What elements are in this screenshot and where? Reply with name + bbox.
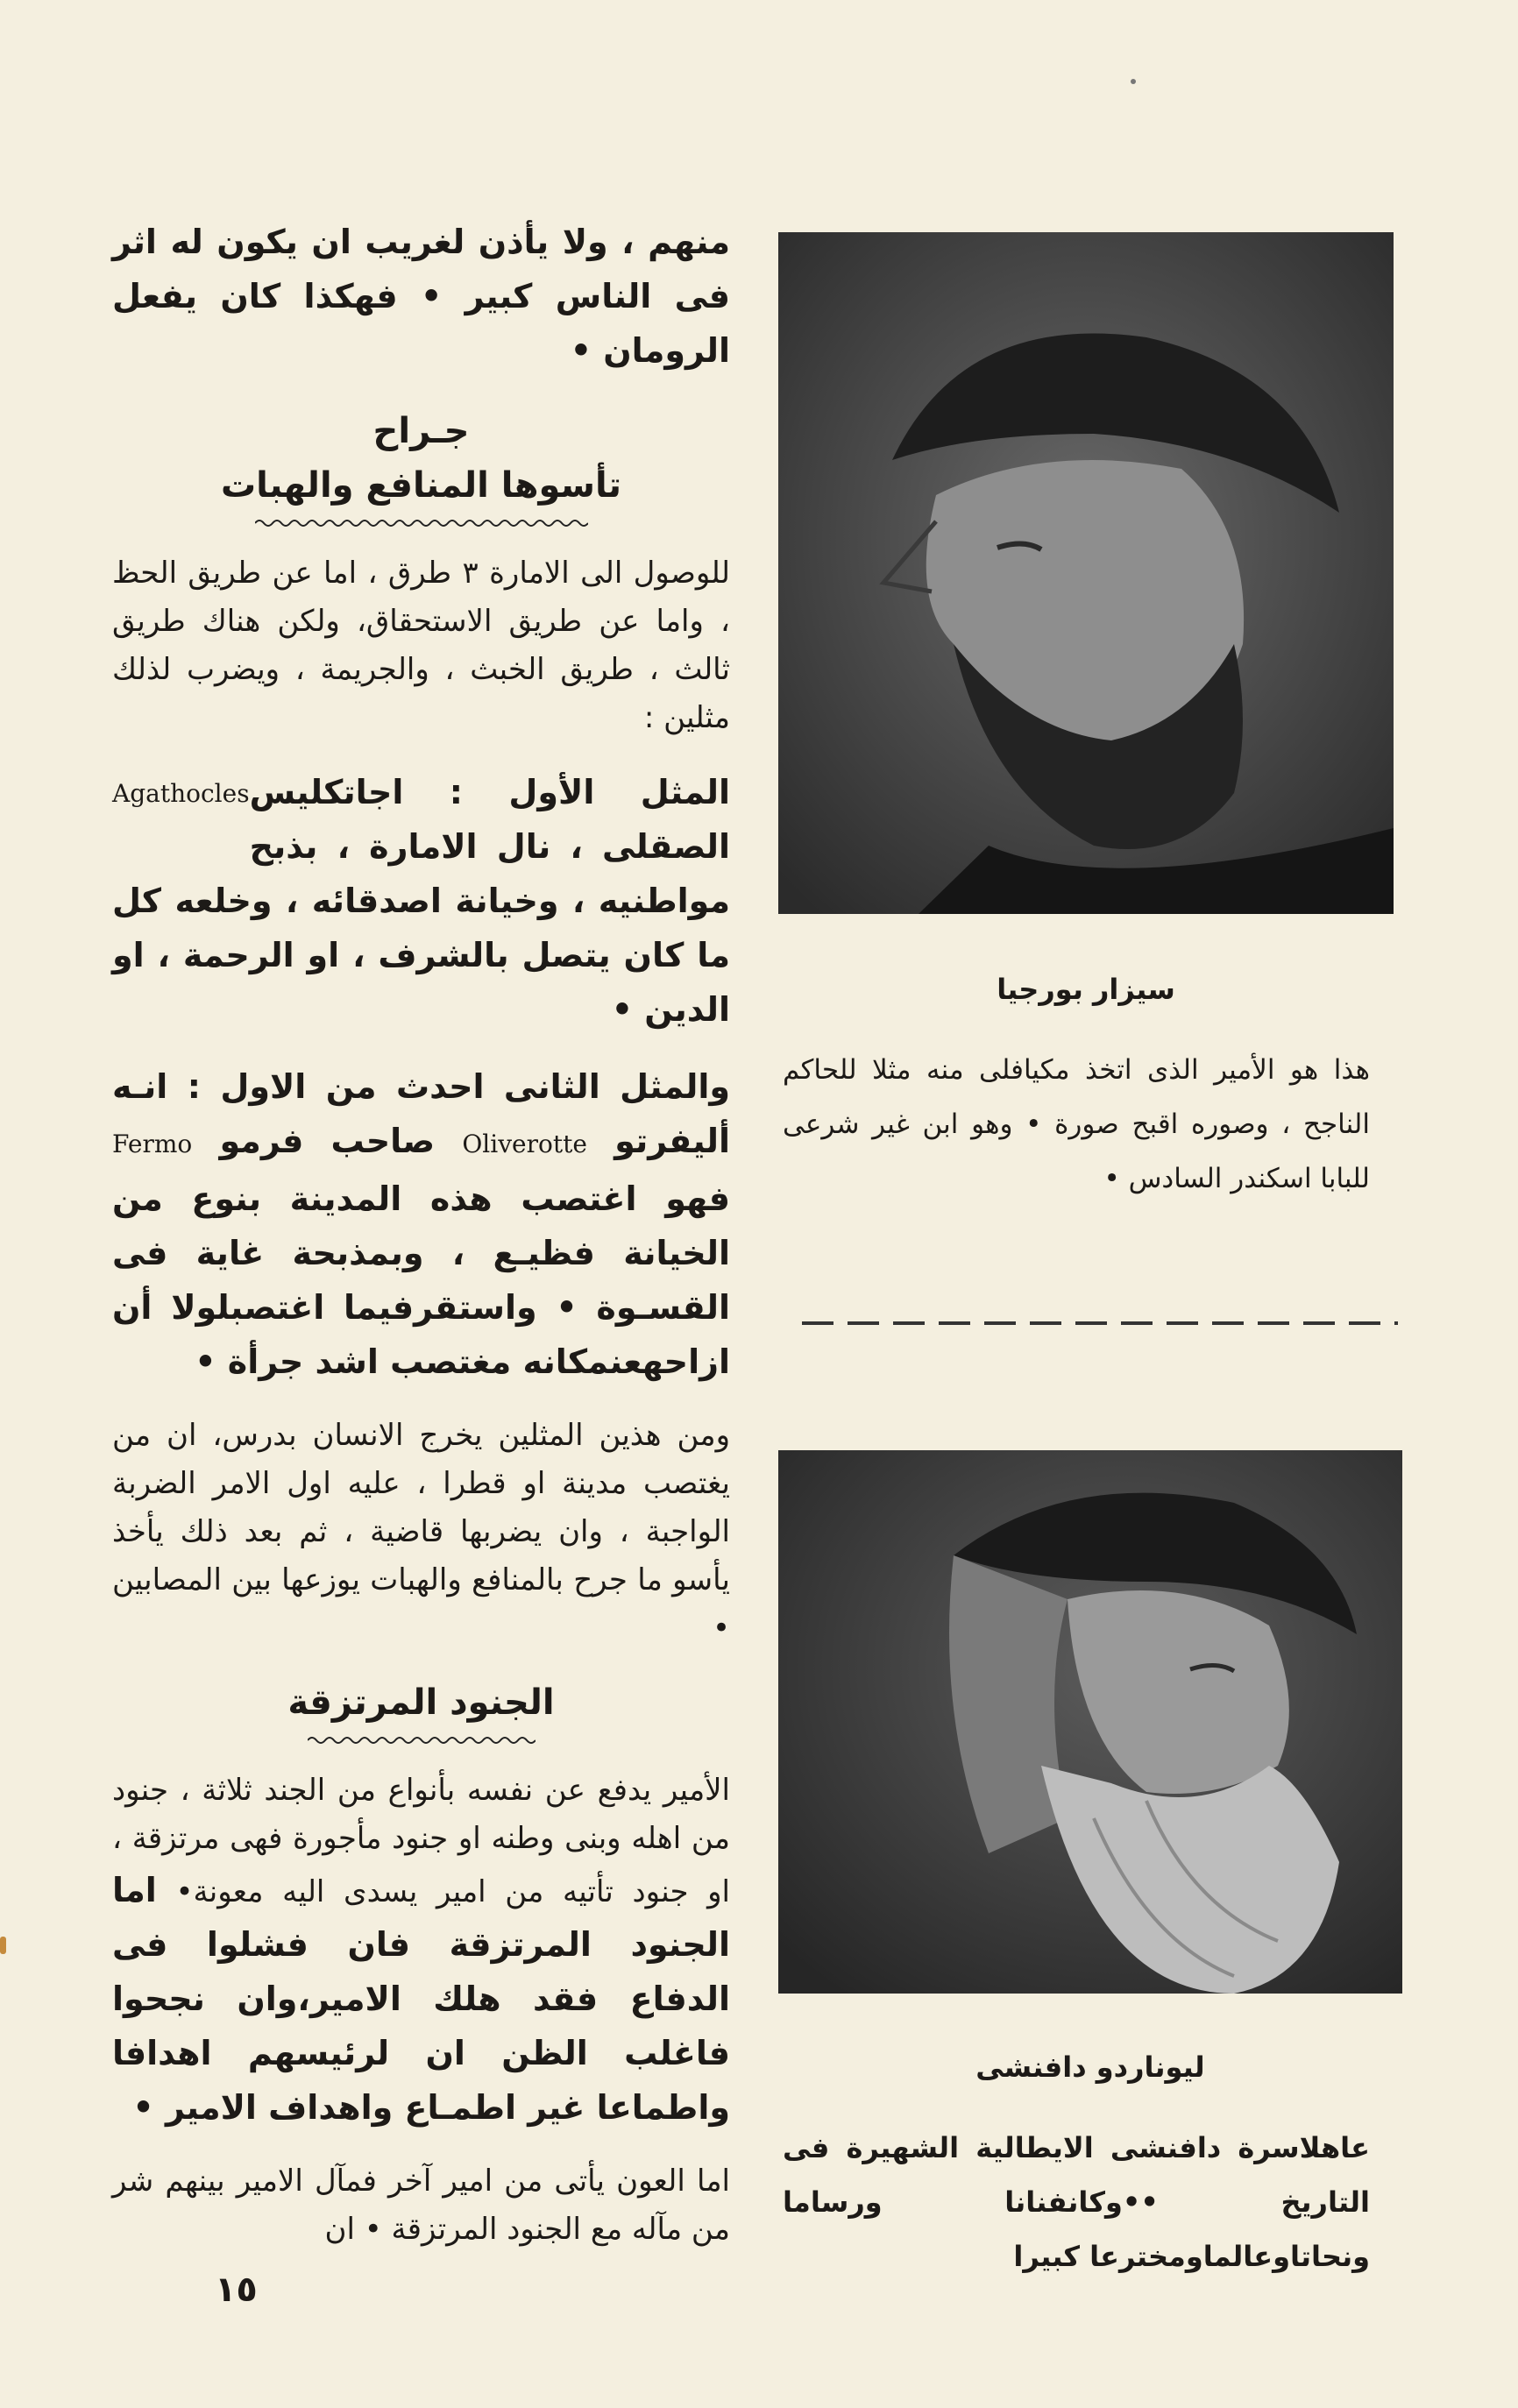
- paper-speck: [1131, 79, 1136, 84]
- wavy-underline: [255, 518, 588, 528]
- caption-text-bottom: عاهلاسرة دافنشى الايطالية الشهيرة فى التاريخ ••وكانفنانا ورساما ونحاتاوعالماومخترعا كبيرا: [783, 2131, 1370, 2273]
- latin-term-fermo: Fermo: [112, 1130, 193, 1158]
- section2-paragraph2: اما العون يأتى من امير آخر فمآل الامير بينهم شر من مآله مع الجنود المرتزقة • ان: [112, 2164, 730, 2247]
- section1-paragraph2: ومن هذين المثلين يخرج الانسان بدرس، ان من يغتصب مدينة او قطرا ، عليه اول الامر الضربة الواجبة ، وان يضربها قاضية ، ثم بعد ذلك يأخذ يأسو ما جرح بالمنافع والهبات يوزعها بين المصابين •: [112, 1418, 730, 1646]
- section2-paragraph1: [112, 1767, 730, 2135]
- section2-title: الجنود المرتزقة: [287, 1682, 555, 1723]
- example2-text-b: صاحب فرمو: [219, 1122, 436, 1160]
- caption-name-bottom: ليوناردو دافنشى: [975, 2050, 1205, 2084]
- section1-title-line1: جـراح: [372, 411, 470, 451]
- example2-paragraph: [112, 1059, 730, 1389]
- intro-paragraph: منهم ، ولا يأذن لغريب ان يكون له اثر فى الناس كبير • فهكذا كان يفعل الرومان •: [112, 223, 730, 370]
- text-column: [112, 215, 730, 2277]
- caption-name-top: سيزار بورجيا: [997, 973, 1175, 1006]
- page-number: ١٥: [215, 2270, 258, 2310]
- dashed-divider: [802, 1321, 1398, 1325]
- caption-text-top: هذا هو الأمير الذى اتخذ مكيافلى منه مثلا للحاكم الناجح ، وصوره اقبح صورة • وهو ابن غير شرعى للبابا اسكندر السادس •: [783, 1054, 1370, 1194]
- wavy-underline: [308, 1735, 536, 1746]
- example1-text: المثل الأول : اجاتكليس الصقلى ، نال الامارة ، بذبح مواطنيه ، وخيانة اصدقائه ، وخلعه كل ما كان يتصل بالشرف ، او الرحمة ، او الدين •: [112, 773, 730, 1029]
- section1-title-line2: تأسوها المنافع والهبات: [220, 465, 621, 506]
- latin-term-agathocles: Agathocles: [112, 779, 250, 808]
- example2-text-c: فهو اغتصب هذه المدينة بنوع من الخيانة فظيـع ، وبمذبحة غاية فى القسـوة • واستقرفيما اغتصبلولا أن ازاحهعنمكانه مغتصب اشد جرأة •: [112, 1179, 730, 1381]
- section2-paragraph1-regular: الأمير يدفع عن نفسه بأنواع من الجند ثلاثة ، جنود من اهله وبنى وطنه او جنود مأجورة فهى مرتزقة ، او جنود تأتيه من امير يسدى اليه معونة•: [112, 1773, 730, 1909]
- portrait-image: [778, 1450, 1402, 1994]
- example2-text-a: والمثل الثانى احدث من الاول : انـه أليفرتو: [112, 1067, 731, 1160]
- latin-term-oliverotte: Oliverotte: [462, 1130, 587, 1158]
- portrait-image: [778, 232, 1394, 914]
- portrait-cesare-borgia: [778, 232, 1394, 914]
- portrait-leonardo-da-vinci: [778, 1450, 1402, 1994]
- section1-paragraph1: للوصول الى الامارة ٣ طرق ، اما عن طريق الحظ ، واما عن طريق الاستحقاق، ولكن هناك طريق ثالث ، طريق الخبث ، والجريمة ، ويضرب لذلك مثلين :: [112, 556, 731, 735]
- section2-paragraph1-bold: اما الجنود المرتزقة فان فشلوا فى الدفاع فقد هلك الامير،وان نجحوا فاغلب الظن ان لرئيسهم اهدافا واطماعا غير اطمـاع واهداف الامير •: [112, 1871, 730, 2127]
- example1-paragraph: [112, 765, 730, 1037]
- paper-edge-mark: [0, 1937, 6, 1954]
